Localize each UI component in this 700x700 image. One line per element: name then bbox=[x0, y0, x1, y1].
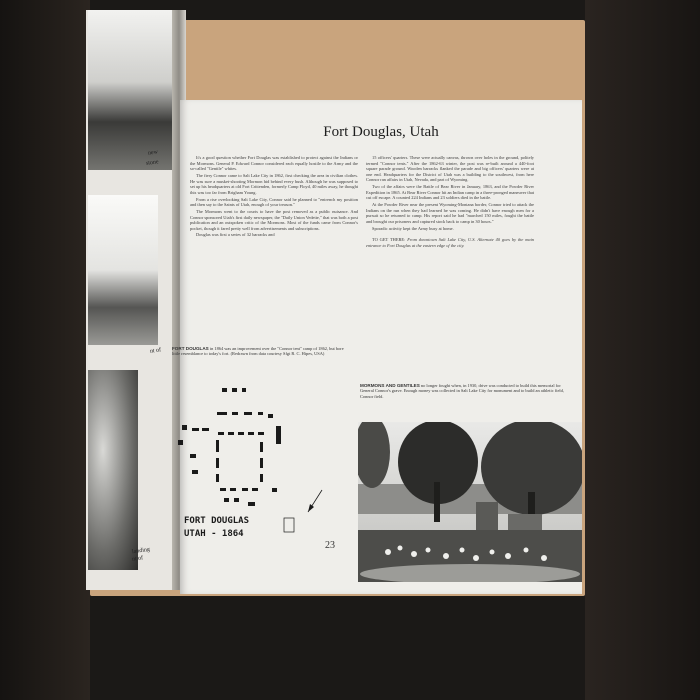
map-label bbox=[184, 515, 249, 541]
map-label-line2: UTAH - 1864 bbox=[184, 529, 244, 539]
directions bbox=[366, 237, 534, 248]
page-number: 23 bbox=[325, 540, 335, 551]
photo-caption-bold: MORMONS AND GENTILES bbox=[360, 383, 420, 388]
paragraph: Douglas was first a series of 32 barracks and bbox=[196, 232, 275, 238]
map-caption bbox=[172, 346, 350, 357]
article-column-right bbox=[366, 155, 534, 250]
left-page-photo-2 bbox=[88, 195, 158, 345]
paragraph: From a rise overlooking Salt Lake City, Connor said he planned to "entrench my position and then say to the Saints of Utah, enough of your treason." bbox=[190, 196, 358, 208]
paragraph: Sporadic activity kept the Army busy at home. bbox=[372, 225, 454, 231]
left-caption-fragment: new bbox=[147, 149, 159, 157]
paragraph: The fiery Connor came to Salt Lake City in 1862, first checking the area in civilian clothes. He was sure a musket-shooting Mormon hid behind every bush. Although he was supposed to set up his headquarters at old Fort Crittenden, formerly Camp Floyd, 40 miles away, he thought this was too far from Brigham Young. bbox=[190, 172, 358, 195]
paragraph: It's a good question whether Fort Douglas was established to protect against the Indians or the Mormons. General P. Edward Connor considered each equally hostile to the Army and the so-called "Gentile" whites. bbox=[190, 155, 358, 172]
map-caption-bold: FORT DOUGLAS bbox=[172, 346, 209, 351]
map-caption-text: in 1864 was an improvement over the "Connor tent" camp of 1862, but bore little resemblance to today's fort. (Redrawn from data courtesy Sfgt R. C. Hipes, USA) bbox=[172, 346, 344, 357]
page-title: Fort Douglas, Utah bbox=[323, 124, 439, 140]
paragraph: 15 officers' quarters. These were actually canvas, thrown over holes in the ground, politely termed "Connor tents." After the 1862-63 winter, the post was re-built around a 440-foot square parade ground. Wooden barracks flanked the parade and big officers' quarters were at one end. Headquarters for the District of Utah was a building to the southwest, from here Connor ran affairs in Utah, Nevada, and part of Wyoming. bbox=[366, 155, 534, 183]
directions-text: From downtown Salt Lake City, U.S. Alternate 40 goes by the main entrance to Fort Douglas at the eastern edge of the city. bbox=[366, 237, 534, 248]
paragraph: Two of the affairs were the Battle of Bear River in January, 1863, and the Powder River Expedition in 1865. At Bear River Connor hit an Indian camp in a three-pronged maneuver that cut off escape. A counted 224 Indians and 23 soldiers died in the battle. bbox=[366, 184, 534, 201]
left-caption-fragment: nt of bbox=[149, 347, 162, 355]
map-label-line1: FORT DOUGLAS bbox=[184, 516, 250, 526]
photo-caption-text: no longer fought when, in 1930, drive was conducted to build this memorial for General Connor's grave. Enough money was collected in Salt Lake City for monument and to build an athletic field, Connor field. bbox=[360, 383, 564, 399]
directions-label: TO GET THERE: bbox=[372, 237, 406, 243]
paragraph: At the Powder River near the present Wyoming-Montana border, Connor tried to attack the Indians on the run when they had learned he was coming. He didn't have enough men for a pursuit so he returned to camp. His report said he had "marched 150 miles, fought the battle and brought our prisoners and captured stock back to camp in 30 hours." bbox=[366, 202, 534, 224]
article-column-left bbox=[190, 155, 358, 239]
left-caption-fragment: stone bbox=[145, 159, 160, 167]
paragraph: The Mormons went to the courts to have the post removed as a public nuisance. And Connor sponsored Utah's first daily newspaper, the "Daily Union Vedette," that was both a post publication and an outspoken critic of the Mormons. Most of the funds came from Connor's pocket, though it fared pretty well from advertisements and subscriptions. bbox=[190, 208, 358, 231]
photo-caption bbox=[360, 383, 575, 399]
left-page-photo-3 bbox=[88, 370, 138, 570]
left-caption-fragment: nt of bbox=[131, 555, 144, 563]
background-right bbox=[585, 0, 700, 700]
left-page-photo-1 bbox=[88, 10, 172, 170]
left-caption-fragment: landing bbox=[131, 546, 151, 556]
memorial-photo bbox=[358, 422, 582, 582]
background-left bbox=[0, 0, 90, 700]
right-page bbox=[172, 100, 582, 594]
